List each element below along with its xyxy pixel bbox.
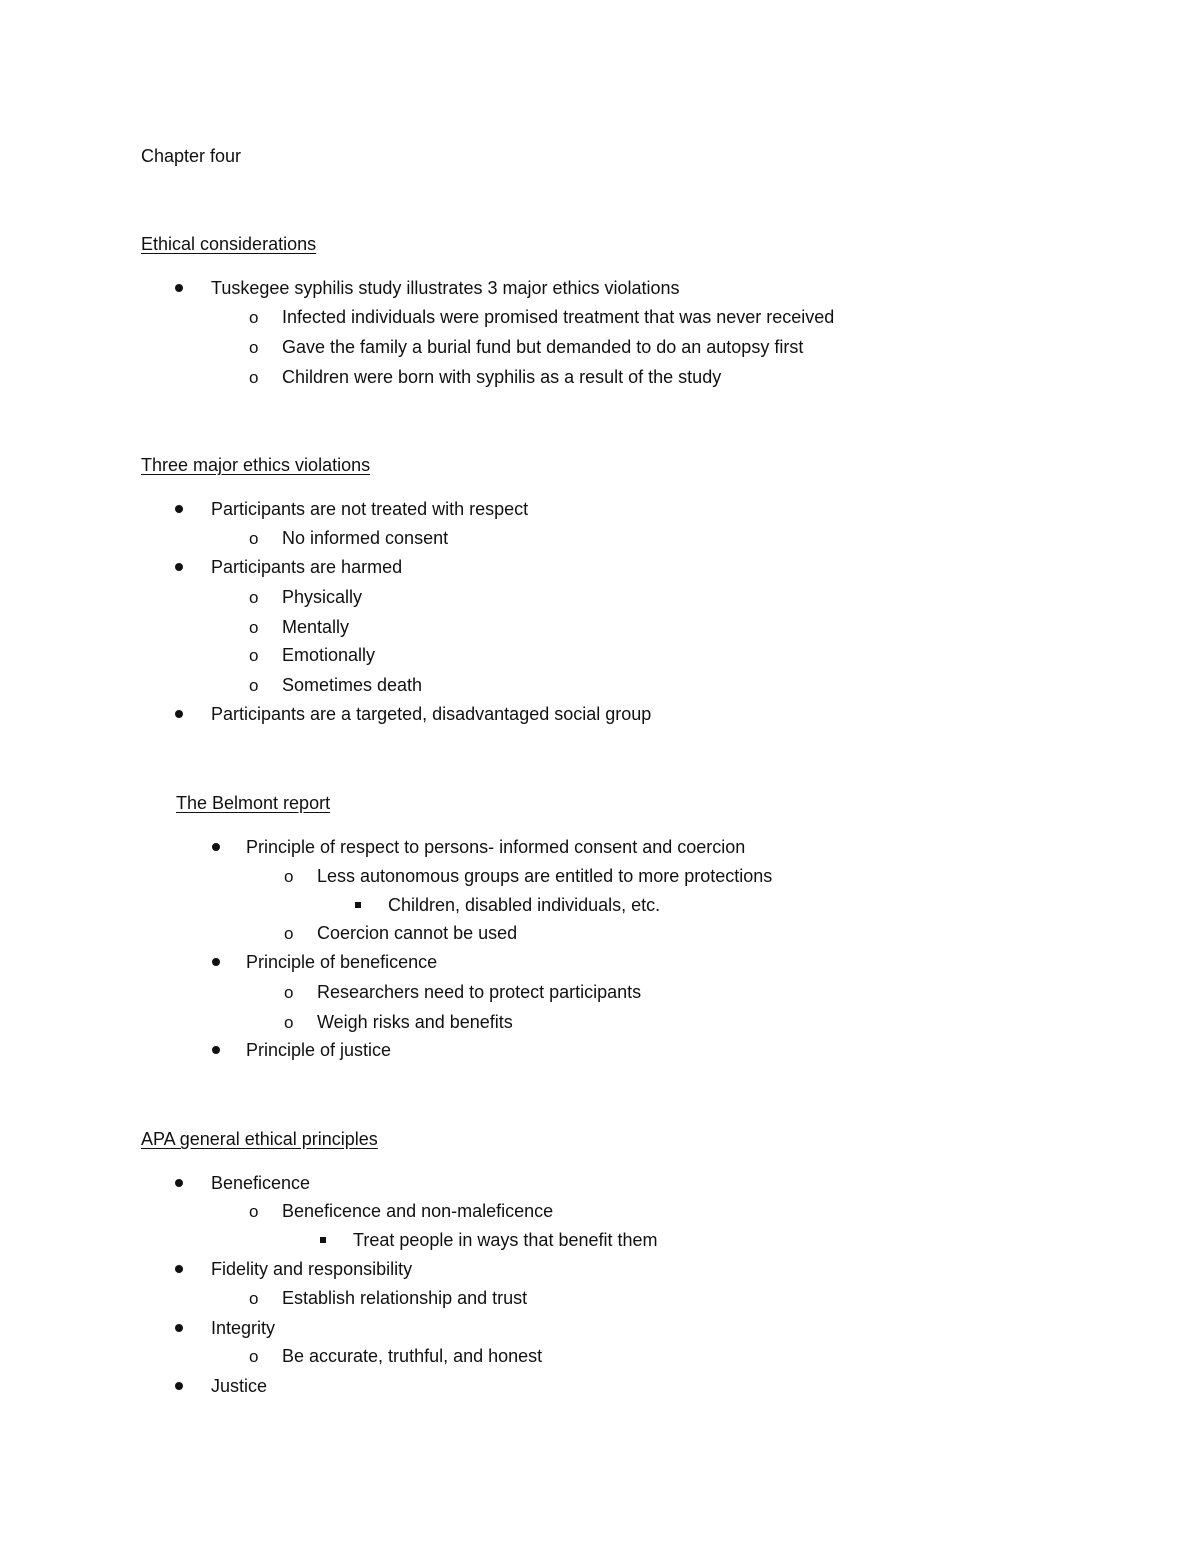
list-item: Fidelity and responsibility bbox=[211, 1259, 413, 1279]
bullet-disc-icon bbox=[212, 843, 220, 851]
bullet-disc-icon bbox=[175, 1179, 183, 1187]
list-item: Coercion cannot be used bbox=[317, 923, 518, 943]
list-item: Participants are a targeted, disadvantaged social group bbox=[211, 704, 652, 724]
section-heading-belmont-report: The Belmont report bbox=[176, 793, 331, 813]
bullet-circle-icon: o bbox=[249, 308, 259, 327]
bullet-square-icon bbox=[320, 1237, 326, 1243]
bullet-circle-icon: o bbox=[284, 983, 294, 1002]
bullet-disc-icon bbox=[175, 563, 183, 571]
bullet-circle-icon: o bbox=[249, 1289, 259, 1308]
bullet-circle-icon: o bbox=[249, 1347, 259, 1366]
bullet-circle-icon: o bbox=[249, 676, 259, 695]
list-item: Physically bbox=[282, 587, 363, 607]
list-item: Beneficence bbox=[211, 1173, 311, 1193]
bullet-disc-icon bbox=[175, 505, 183, 513]
list-item: Children, disabled individuals, etc. bbox=[388, 895, 661, 915]
list-item: Weigh risks and benefits bbox=[317, 1012, 513, 1032]
list-item: Integrity bbox=[211, 1318, 276, 1338]
bullet-circle-icon: o bbox=[249, 646, 259, 665]
list-item: Participants are harmed bbox=[211, 557, 403, 577]
list-item: Beneficence and non-maleficence bbox=[282, 1201, 554, 1221]
list-item: Gave the family a burial fund but demanded to do an autopsy first bbox=[282, 337, 804, 357]
bullet-circle-icon: o bbox=[249, 1202, 259, 1221]
bullet-circle-icon: o bbox=[249, 368, 259, 387]
list-item: Justice bbox=[211, 1376, 268, 1396]
bullet-circle-icon: o bbox=[249, 618, 259, 637]
bullet-circle-icon: o bbox=[284, 867, 294, 886]
list-item: Principle of justice bbox=[246, 1040, 392, 1060]
list-item: No informed consent bbox=[282, 528, 449, 548]
list-item: Less autonomous groups are entitled to more protections bbox=[317, 866, 773, 886]
list-item: Principle of respect to persons- informed consent and coercion bbox=[246, 837, 746, 857]
list-item: Infected individuals were promised treatment that was never received bbox=[282, 307, 835, 327]
bullet-disc-icon bbox=[175, 1265, 183, 1273]
bullet-square-icon bbox=[355, 902, 361, 908]
list-item: Researchers need to protect participants bbox=[317, 982, 642, 1002]
bullet-disc-icon bbox=[175, 284, 183, 292]
page-title: Chapter four bbox=[141, 146, 242, 166]
list-item: Sometimes death bbox=[282, 675, 423, 695]
bullet-disc-icon bbox=[175, 1382, 183, 1390]
bullet-circle-icon: o bbox=[249, 338, 259, 357]
bullet-disc-icon bbox=[175, 710, 183, 718]
list-item: Emotionally bbox=[282, 645, 376, 665]
list-item: Establish relationship and trust bbox=[282, 1288, 528, 1308]
list-item: Principle of beneficence bbox=[246, 952, 438, 972]
section-heading-three-major-ethics-violations: Three major ethics violations bbox=[141, 455, 371, 475]
bullet-circle-icon: o bbox=[249, 588, 259, 607]
bullet-disc-icon bbox=[212, 958, 220, 966]
section-heading-apa-general-ethical-principles: APA general ethical principles bbox=[141, 1129, 378, 1149]
section-heading-ethical-considerations: Ethical considerations bbox=[141, 234, 317, 254]
list-item: Tuskegee syphilis study illustrates 3 major ethics violations bbox=[211, 278, 680, 298]
bullet-circle-icon: o bbox=[249, 529, 259, 548]
list-item: Mentally bbox=[282, 617, 350, 637]
list-item: Treat people in ways that benefit them bbox=[353, 1230, 658, 1250]
list-item: Children were born with syphilis as a result of the study bbox=[282, 367, 722, 387]
bullet-disc-icon bbox=[212, 1046, 220, 1054]
list-item: Be accurate, truthful, and honest bbox=[282, 1346, 543, 1366]
bullet-disc-icon bbox=[175, 1324, 183, 1332]
bullet-circle-icon: o bbox=[284, 1013, 294, 1032]
bullet-circle-icon: o bbox=[284, 924, 294, 943]
list-item: Participants are not treated with respect bbox=[211, 499, 529, 519]
